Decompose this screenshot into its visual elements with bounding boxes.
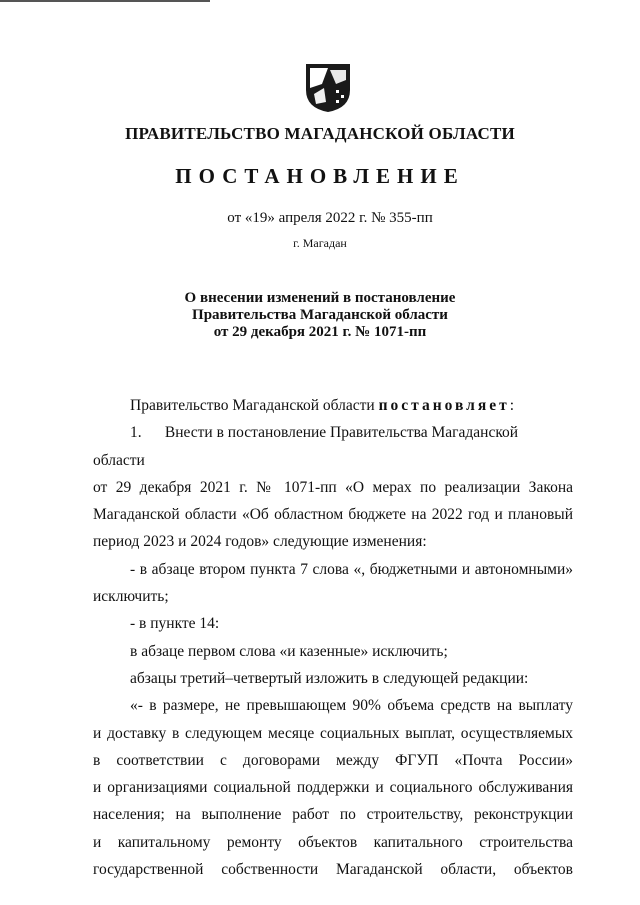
quote-line: и капитальному ремонту объектов капитального строительства [93,833,573,851]
quote-line: и организациями социальной поддержки и социального обслуживания [93,779,573,797]
sub1-line: исключить; [93,588,169,606]
sub4-line: абзацы третий–четвертый изложить в следующей редакции: [130,669,529,687]
quote-line: в соответствии с договорами между ФГУП «Почта России» [93,751,573,769]
intro-paragraph [93,392,573,419]
scan-edge-line [0,0,210,2]
sub3-line: в абзаце первом слова «и казенные» исключить; [130,642,448,660]
document-subject [0,290,640,341]
item1-line: Магаданской области «Об областном бюджете на 2022 год и плановый [93,506,573,524]
sub2-line: - в пункте 14: [130,615,220,633]
document-place: г. Магадан [293,236,347,250]
item1-number: 1. [130,424,142,442]
document-type-title: ПОСТАНОВЛЕНИЕ [175,164,465,188]
document-date-number: от «19» апреля 2022 г. № 355-пп [227,210,433,226]
intro-suffix: : [509,397,515,414]
quote-line: и доставку в следующем месяце социальных выплат, осуществляемых [93,724,573,742]
subject-line: О внесении изменений в постановление [184,290,456,306]
subject-line: Правительства Магаданской области [192,307,448,323]
item1-first-line [93,419,573,474]
quote-line: населения; на выполнение работ по строительству, реконструкции [93,806,573,824]
document-body [93,392,573,883]
quote-line: государственной собственности Магаданской области, объектов [93,861,573,879]
sub1-line: - в абзаце втором пункта 7 слова «, бюджетными и автономными» [130,560,573,578]
item1-line: от 29 декабря 2021 г. № 1071-пп «О мерах по реализации Закона [93,478,573,496]
item1-line: период 2023 и 2024 годов» следующие изменения: [93,533,427,551]
organization-title: ПРАВИТЕЛЬСТВО МАГАДАНСКОЙ ОБЛАСТИ [125,124,515,143]
item1-text: Внести в постановление Правительства Магаданской области [93,424,519,469]
coat-of-arms-emblem [300,58,356,114]
subject-line: от 29 декабря 2021 г. № 1071-пп [213,324,427,340]
quote-line: «- в размере, не превышающем 90% объема средств на выплату [130,697,573,715]
intro-text: Правительство Магаданской области [130,397,379,414]
intro-keyword: постановляет [378,397,510,414]
